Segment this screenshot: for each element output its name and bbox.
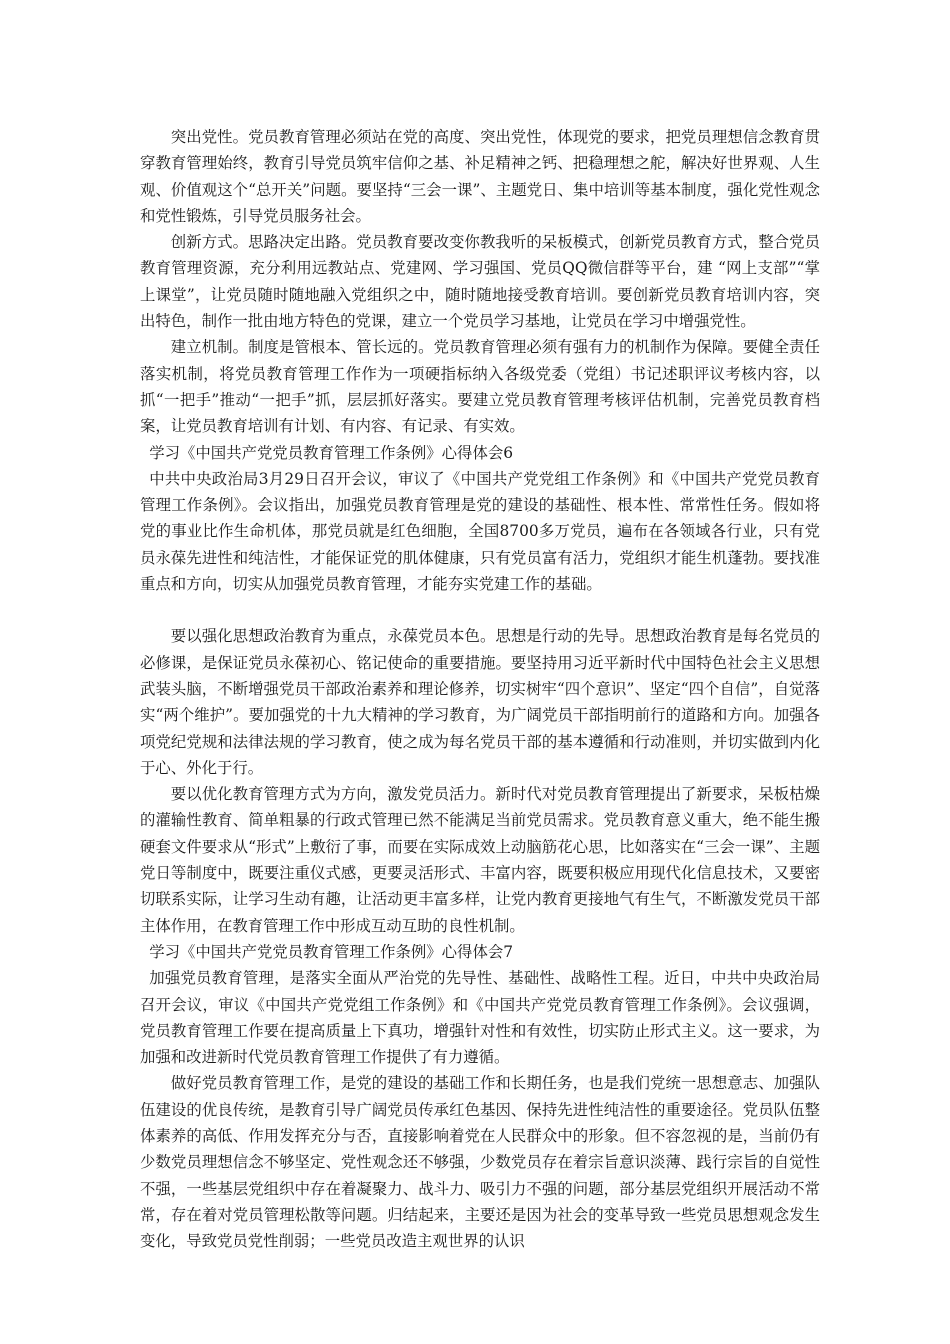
section-heading-7: 学习《中国共产党党员教育管理工作条例》心得体会7 <box>149 942 514 961</box>
document-body <box>140 124 820 1254</box>
paragraph-politburo-meeting: 中共中央政治局3月29日召开会议，审议了《中国共产党党组工作条例》和《中国共产党党员教育管理工作条例》。会议指出，加强党员教育管理是党的建设的基础性、根本性、常常性任务。假如将党的事业比作生命机体，那党员就是红色细胞，全国8700多万党员，遍布在各领域各行业，只有党员永葆先进性和纯洁性，才能保证党的肌体健康，只有党员富有活力，党组织才能生机蓬勃。要找准重点和方向，切实从加强党员教育管理，才能夯实党建工作的基础。 <box>140 469 820 594</box>
paragraph-gap <box>140 597 820 623</box>
paragraph-optimize-management: 要以优化教育管理方式为方向，激发党员活力。新时代对党员教育管理提出了新要求，呆板枯燥的灌输性教育、简单粗暴的行政式管理已然不能满足当前党员需求。党员教育意义重大，绝不能生搬硬套文件要求从“形式”上敷衍了事，而要在实际成效上动脑筋花心思，比如落实在“三会一课”、主题党日等制度中，既要注重仪式感，更要灵活形式、丰富内容，既要积极应用现代化信息技术，又要密切联系实际，让学习生动有趣，让活动更丰富多样，让党内教育更接地气有生气，不断激发党员干部主体作用，在教育管理工作中形成互动互助的良性机制。 <box>140 785 820 935</box>
paragraph-establish-mechanism: 建立机制。制度是管根本、管长远的。党员教育管理必须有强有力的机制作为保障。要健全责任落实机制，将党员教育管理工作作为一项硬指标纳入各级党委（党组）书记述职评议考核内容，以抓“一把手”推动“一把手”抓，层层抓好落实。要建立党员教育管理考核评估机制，完善党员教育档案，让党员教育培训有计划、有内容、有记录、有实效。 <box>140 338 820 436</box>
paragraph-political-education: 要以强化思想政治教育为重点，永葆党员本色。思想是行动的先导。思想政治教育是每名党员的必修课，是保证党员永葆初心、铭记使命的重要措施。要坚持用习近平新时代中国特色社会主义思想武装头脑，不断增强党员干部政治素养和理论修养，切实树牢“四个意识”、坚定“四个自信”，自觉落实“两个维护”。要加强党的十九大精神的学习教育，为广阔党员干部指明前行的道路和方向。加强各项党纪党规和法律法规的学习教育，使之成为每名党员干部的基本遵循和行动准则，并切实做到内化于心、外化于行。 <box>140 627 820 777</box>
paragraph-highlight-party-spirit: 突出党性。党员教育管理必须站在党的高度、突出党性，体现党的要求，把党员理想信念教育贯穿教育管理始终，教育引导党员筑牢信仰之基、补足精神之钙、把稳理想之舵，解决好世界观、人生观、价值观这个“总开关”问题。要坚持“三会一课”、主题党日、集中培训等基本制度，强化党性观念和党性锻炼，引导党员服务社会。 <box>140 128 820 225</box>
paragraph-strengthen-education: 加强党员教育管理，是落实全面从严治党的先导性、基础性、战略性工程。近日，中共中央政治局召开会议，审议《中国共产党党组工作条例》和《中国共产党党员教育管理工作条例》。会议强调，党员教育管理工作要在提高质量上下真功，增强针对性和有效性，切实防止形式主义。这一要求，为加强和改进新时代党员教育管理工作提供了有力遵循。 <box>140 969 820 1067</box>
section-heading-6: 学习《中国共产党党员教育管理工作条例》心得体会6 <box>149 443 514 462</box>
paragraph-basic-work: 做好党员教育管理工作，是党的建设的基础工作和长期任务，也是我们党统一思想意志、加强队伍建设的优良传统，是教育引导广阔党员传承红色基因、保持先进性纯洁性的重要途径。党员队伍整体素养的高低、作用发挥充分与否，直接影响着党在人民群众中的形象。但不容忽视的是，当前仍有少数党员理想信念不够坚定、党性观念还不够强，少数党员存在着宗旨意识淡薄、践行宗旨的自觉性不强，一些基层党组织中存在着凝聚力、战斗力、吸引力不强的问题，部分基层党组织开展活动不常常，存在着对党员管理松散等问题。归结起来，主要还是因为社会的变革导致一些党员思想观念发生变化，导致党员党性削弱；一些党员改造主观世界的认识 <box>140 1074 820 1251</box>
paragraph-innovate-methods: 创新方式。思路决定出路。党员教育要改变你教我听的呆板模式，创新党员教育方式，整合党员教育管理资源，充分利用远教站点、党建网、学习强国、党员QQ微信群等平台，建 “网上支部”“掌上课堂”，让党员随时随地融入党组织之中，随时随地接受教育培训。要创新党员教育培训内容，突出特色，制作一批由地方特色的党课，建立一个党员学习基地，让党员在学习中增强党性。 <box>140 233 820 331</box>
